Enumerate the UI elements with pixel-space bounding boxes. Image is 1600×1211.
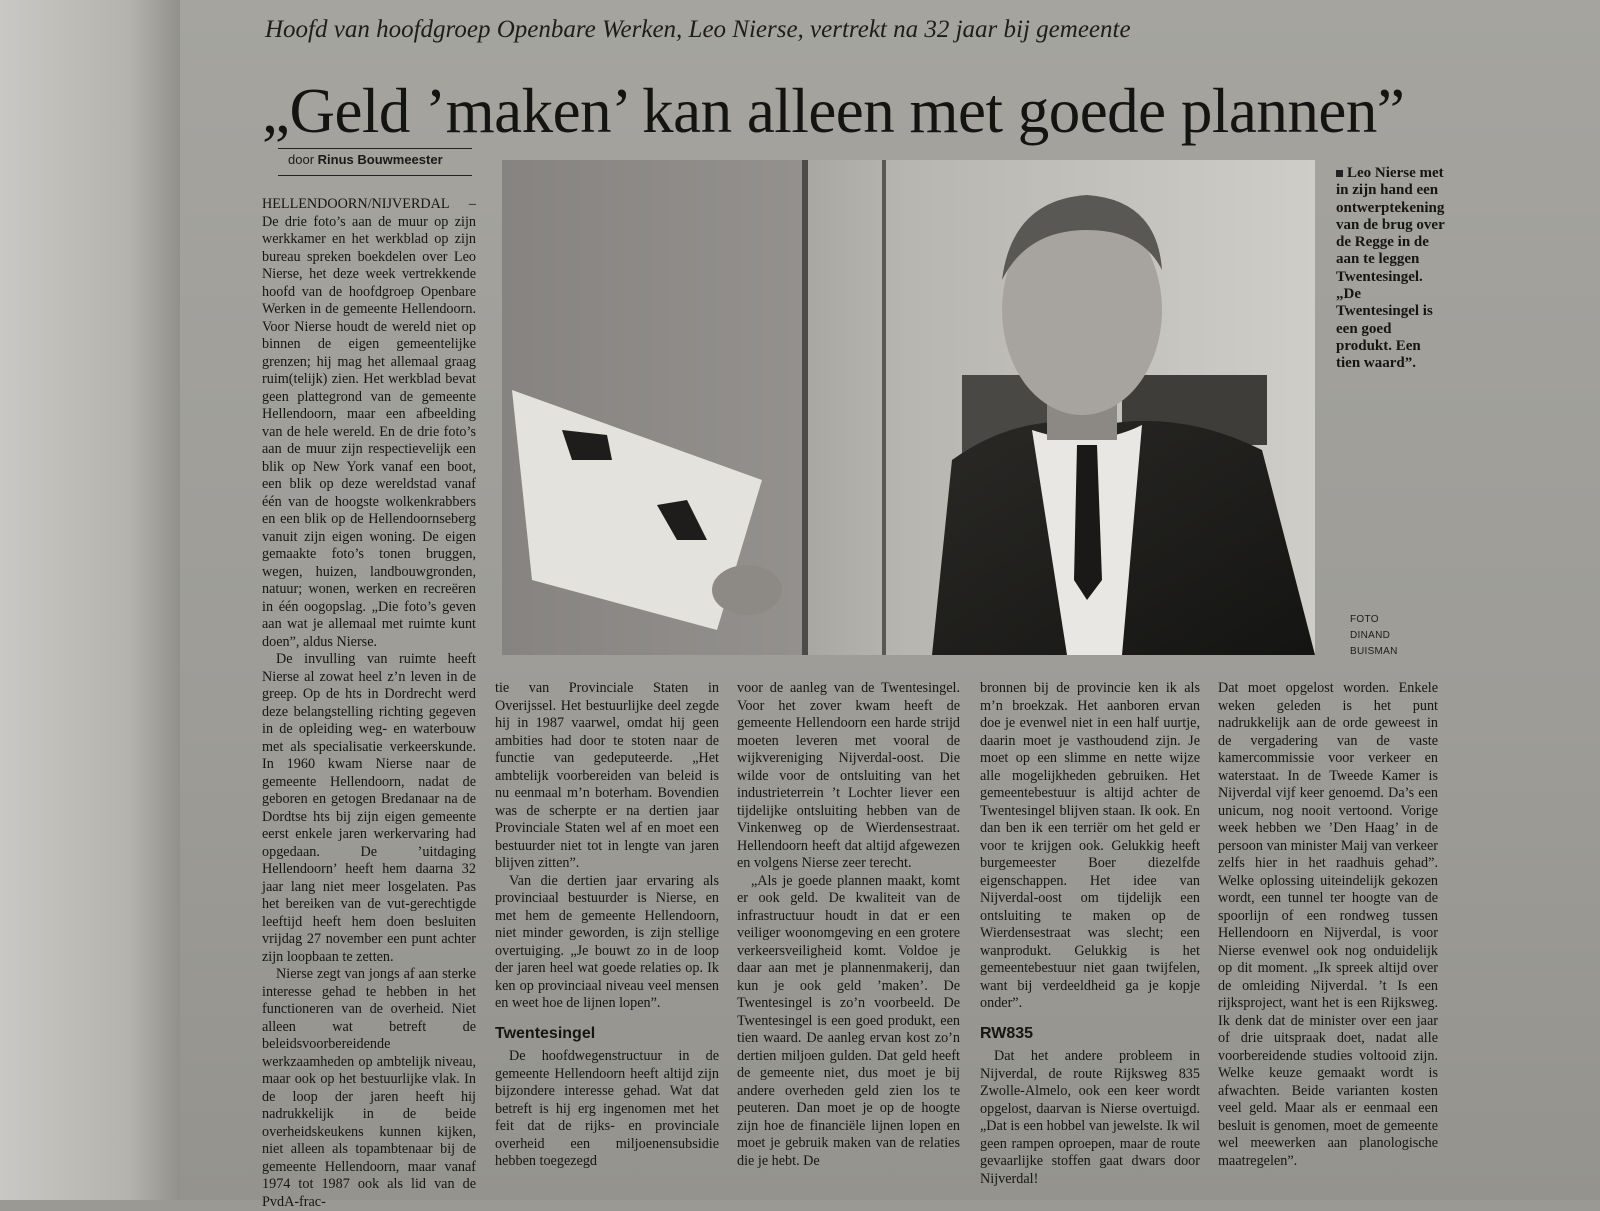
paragraph: HELLENDOORN/NIJVERDAL – De drie foto’s aan de muur op zijn werkkamer en het werkblad op zijn bureau spreken boekdelen over Leo Nierse, het deze week vertrekkende hoofd van de hoofdgroep Openbare Werken in de gemeente Hellendoorn. Voor Nierse houdt de wereld niet op binnen de eigen gemeentelijke grenzen; hij mag het allemaal graag ruim(telijk) zien. Het werkblad bevat geen plattegrond van de gemeente Hellendoorn, maar een afbeelding van de hele wereld. En de drie foto’s aan de muur zijn respectievelijk een blik op New York vanaf een boot, een blik op deze wereldstad vanaf één van de hoogste wolkenkrabbers en een blik op de Hellendoornseberg vanuit zijn eigen woning. De eigen gemaakte foto’s tonen bruggen, wegen, huizen, landbouwgronden, natuur; wonen, werken en recreëren in één oogopslag. „Die foto’s geven aan wat je allemaal met ruimte kunt doen”, aldus Nierse.	[262, 196, 476, 650]
tie	[1074, 445, 1102, 600]
wall-divider	[882, 160, 886, 655]
article-column-2	[495, 680, 719, 1168]
caption-text: Leo Nierse met in zijn hand een ontwerptekening van de brug over de Regge in de aan te leggen Twentesingel. „De Twentesingel is een goed produkt. Een tien waard”.	[1336, 165, 1445, 372]
article-column-1	[262, 196, 476, 1210]
article-column-3	[737, 680, 960, 1168]
paragraph: tie van Provinciale Staten in Overijssel. Het bestuurlijke deel zegde hij in 1987 vaarwel, omdat hij geen ambities had door te stoten naar de functie van gedeputeerde. „Het ambtelijk voorbereiden van beleid is nu eenmaal m’n boterham. Bovendien was de scherpte er na dertien jaar Provinciale Staten wel af en moet een bestuurder niet tot in lengte van jaren blijven zitten”.	[495, 680, 719, 871]
paragraph: De hoofdwegenstructuur in de gemeente Hellendoorn heeft altijd zijn bijzondere interesse gehad. Wat dat betreft is hij erg ingenomen met het feit dat de rijks- en provinciale overheid een miljoenensubsidie hebben toegezegd	[495, 1048, 719, 1169]
photo-illustration	[502, 160, 1315, 655]
paragraph: voor de aanleg van de Twentesingel. Voor het zover kwam heeft de gemeente Hellendoorn een harde strijd moeten leveren met vooral de wijkvereniging Nijverdal-oost. Die wilde voor de ontsluiting van het industrieterrein ’t Lochter liever een tijdelijke ontsluiting hebben van de Vinkenweg op de Wierdensestraat. Hellendoorn heeft dat altijd afgewezen en volgens Nierse zeer terecht.	[737, 680, 960, 871]
paragraph: bronnen bij de provincie ken ik als m’n broekzak. Het aanboren ervan doe je evenwel niet in een half uurtje, daarin moet je vasthoudend zijn. Je moet op een slimme en nette wijze alle mogelijkheden gebruiken. Het gemeentebestuur is altijd achter de Twentesingel blijven staan. Ik ook. En dan ben ik een terriër om het geld er voor te krijgen ook. Gelukkig heeft burgemeester Boer diezelfde eigenschappen. Het idee van Nijverdal-oost om tijdelijk een ontsluiting te maken op de Wierdensestraat was slecht; een wanprodukt. Gelukkig is het gemeentebestuur niet gaan twijfelen, want bij verdeeldheid ga je kopje onder”.	[980, 680, 1200, 1011]
subhead-rw835: RW835	[980, 1024, 1034, 1042]
article-kicker: Hoofd van hoofdgroep Openbare Werken, Leo Nierse, vertrekt na 32 jaar bij gemeente	[265, 16, 1131, 43]
byline-rule-top	[278, 148, 472, 149]
subhead-twentesingel: Twentesingel	[495, 1024, 596, 1042]
byline-prefix: door	[288, 152, 315, 167]
caption-bullet	[1336, 170, 1343, 177]
photo-caption	[1336, 165, 1446, 373]
paragraph: Nierse zegt van jongs af aan sterke interesse gehad te hebben in het functioneren van de overheid. Niet alleen wat betreft de beleidsvoorbereidende werkzaamheden op ambtelijk niveau, maar ook op het bestuurlijke vlak. In de loop der jaren heeft hij nadrukkelijk in de beide overheidskeukens kunnen kijken, niet alleen als topambtenaar bij de gemeente Hellendoorn, maar vanaf 1974 tot 1987 ook als lid van de PvdA-frac-	[262, 966, 476, 1210]
book-spine-margin	[0, 0, 185, 1200]
article-photo	[502, 160, 1315, 655]
article-column-4	[980, 680, 1200, 1187]
paragraph: Van die dertien jaar ervaring als provinciaal bestuurder is Nierse, en met hem de gemeente Hellendoorn, niet minder geworden, is zijn stellige overtuiging. „Je bouwt zo in de loop der jaren heel wat goede relaties op. Ik ken op provinciaal niveau veel mensen en weet hoe de lijnen lopen”.	[495, 872, 719, 1011]
paragraph: De invulling van ruimte heeft Nierse al zowat heel z’n leven in de greep. Op de hts in Dordrecht werd deze belangstelling richting gegeven in de opleiding weg- en waterbouw met als specialisatie verkeerskunde. In 1960 kwam Nierse naar de gemeente Hellendoorn, nadat de geboren en getogen Bredanaar na de Dordtse hts bij zijn eigen gemeente eerst enkele jaren werkervaring had opgedaan. De ’uitdaging Hellendoorn’ heeft hem daarna 32 jaar lang niet meer losgelaten. Pas het bereiken van de vut-gerechtigde leeftijd heeft hem doen besluiten vrijdag 27 november een punt achter zijn loopbaan te zetten.	[262, 651, 476, 965]
paragraph: Dat het andere probleem in Nijverdal, de route Rijksweg 835 Zwolle-Almelo, ook een keer wordt opgelost, daarvan is Nierse overtuigd. „Dat is een hobbel van jewelste. Ik wil geen rampen oproepen, maar de route gevaarlijke stoffen gaat dwars door Nijverdal!	[980, 1048, 1200, 1187]
credit-line: DINAND	[1350, 630, 1391, 641]
article-headline: „Geld ’maken’ kan alleen met goede plannen”	[262, 76, 1405, 146]
byline-rule-bottom	[278, 175, 472, 176]
byline	[288, 152, 443, 167]
byline-author: Rinus Bouwmeester	[317, 152, 443, 167]
hand	[712, 565, 782, 615]
photo-credit	[1350, 612, 1440, 660]
wall-divider	[802, 160, 808, 655]
credit-line: BUISMAN	[1350, 646, 1398, 657]
article-column-5	[1218, 680, 1438, 1168]
credit-line: FOTO	[1350, 614, 1379, 625]
paragraph: „Als je goede plannen maakt, komt er ook geld. De kwaliteit van de infrastructuur houdt in dat er een veiliger woonomgeving en een grotere verkeersveiligheid komt. Voldoe je daar aan met je plannenmakerij, dan kun je ook geld ’maken’. De Twentesingel is zo’n voorbeeld. De Twentesingel is een goed produkt, een tien waard. De aanleg ervan kost zo’n dertien miljoen gulden. Dat geld heeft de gemeente niet, dus moet je bij andere overheden geld zien los te peuteren. Dan moet je op de hoogte zijn hoe de financiële lijnen lopen en moet je gebruik maken van de relaties die je hebt. De	[737, 872, 960, 1169]
paragraph: Dat moet opgelost worden. Enkele weken geleden is het punt nadrukkelijk aan de orde geweest in de vergadering van de vaste kamercommissie voor verkeer en waterstaat. In de Tweede Kamer is Nijverdal vijf keer genoemd. Da’s een unicum, nog nooit vertoond. Vorige week hebben we ’Den Haag’ in de persoon van minister Maij van verkeer zelfs hier in het raadhuis gehad”. Welke oplossing uiteindelijk gekozen wordt, een tunnel ter hoogte van de spoorlijn of een rondweg tussen Hellendoorn en Nijverdal, is voor Nierse evenwel ook nog onduidelijk op dit moment. „Ik spreek altijd over de omleiding Nijverdal. ’t Is een rijksproject, want het is een Rijksweg. Ik denk dat de minister over een jaar of drie uitspraak doet, nadat alle voorbereidende studies voltooid zijn. Welke keuze gemaakt wordt is afwachten. Beide varianten kosten veel geld. Maar als er eenmaal een besluit is genomen, moet de gemeente wel meewerken aan planologische maatregelen”.	[1218, 680, 1438, 1169]
